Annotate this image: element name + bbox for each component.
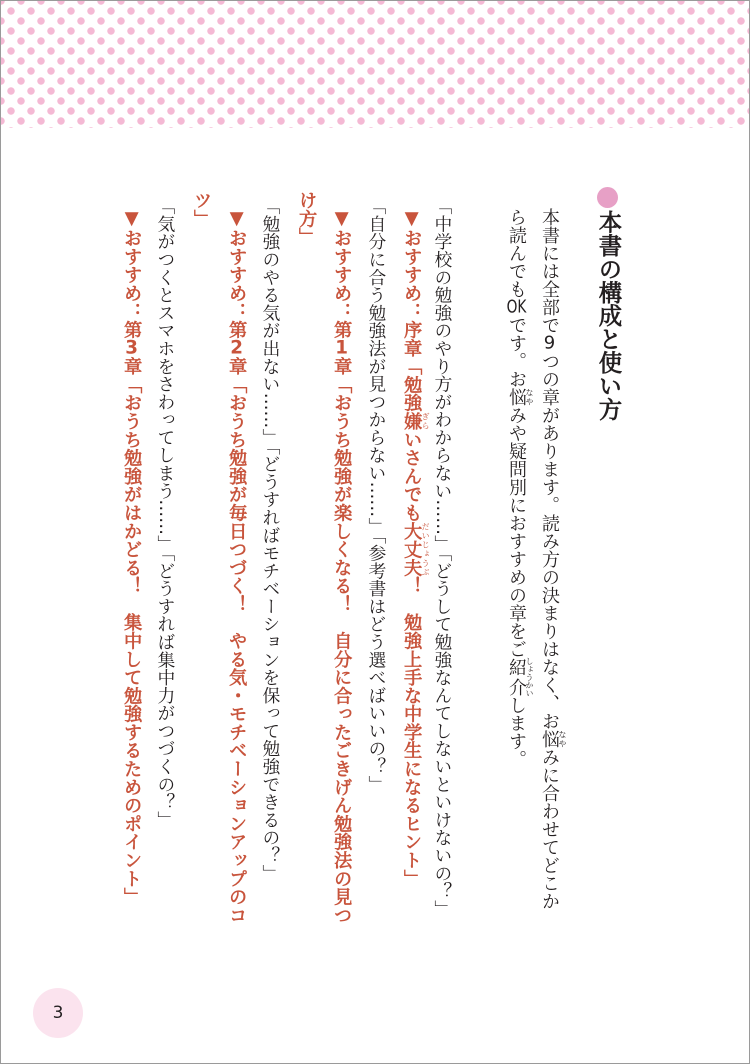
text-run: ▼おすすめ：第2章「おうち勉強が毎日つづく！ やる気・モチベーションアップのコ: [226, 208, 248, 925]
ruby-text: だいじょうぶ: [421, 521, 431, 577]
upright-run: 1: [335, 338, 348, 358]
text-run: みや疑問別におすすめの章をご: [506, 406, 527, 658]
intro-line: [507, 208, 534, 768]
ruby-text: しょうかい: [525, 657, 534, 697]
page-number-label: 3: [52, 1002, 64, 1023]
text-run: みに合わせてどこか: [539, 748, 560, 910]
text-run: します。: [506, 696, 527, 768]
recommendation-line: [121, 208, 143, 906]
text-run: ツ」: [191, 191, 213, 228]
ruby-annotated-text: [401, 411, 431, 431]
question-line: [261, 197, 279, 882]
recommendation-line: [402, 208, 430, 887]
recommendation-line: [226, 208, 248, 925]
ruby-base: 紹介: [506, 657, 527, 697]
page-number: [33, 988, 83, 1038]
text-run: ▼おすすめ：第1章「おうち勉強が楽しくなる！ 自分に合ったごきげん勉強法の見つ: [331, 208, 353, 925]
upright-run: 9: [543, 334, 556, 352]
question-line: [367, 197, 385, 793]
text-run: 「自分に合う勉強法が見つからない……」「参考書はどう選べばいいの？」: [365, 197, 387, 793]
ruby-annotated-text: [506, 388, 534, 406]
intro-line: [540, 208, 567, 910]
upright-run: OK: [506, 298, 527, 316]
text-run: ！ 勉強上手な中学生になるヒント」: [401, 576, 423, 888]
text-run: ら読んでもOKです。お: [506, 208, 527, 388]
text-run: ▼おすすめ：第3章「おうち勉強がはかどる！ 集中して勉強するためのポイント」: [121, 208, 143, 906]
question-line: [433, 197, 451, 917]
ruby-base: 悩: [506, 388, 527, 406]
ruby-text: なや: [525, 388, 534, 406]
upright-run: 3: [125, 338, 138, 358]
dot-pattern-band: [1, 1, 749, 128]
ruby-base: 大丈夫: [401, 521, 423, 577]
ruby-annotated-text: [506, 657, 534, 697]
recommendation-line: [331, 208, 353, 925]
recommendation-line: [191, 191, 213, 228]
heading-bullet-icon: [597, 187, 618, 208]
text-run: 本書には全部で9つの章があります。読み方の決まりはなく、お: [539, 208, 560, 730]
text-run: 「中学校の勉強のやり方がわからない……」「どうして勉強なんてしないといけないの？」: [431, 197, 453, 918]
text-run: いさんでも: [401, 430, 423, 522]
question-line: [156, 197, 174, 829]
text-run: 「気がつくとスマホをさわってしまう……」「どうすれば集中力がつづくの？」: [154, 197, 176, 829]
ruby-annotated-text: [401, 521, 431, 577]
ruby-base: 悩: [539, 730, 560, 748]
recommendation-line: [296, 191, 318, 246]
ruby-text: なや: [558, 730, 567, 748]
upright-run: 2: [230, 338, 243, 358]
ruby-text: ぎら: [421, 411, 431, 431]
text-run: け方」: [296, 191, 318, 246]
page-title: 本書の構成と使い方: [594, 210, 623, 421]
ruby-annotated-text: [539, 730, 567, 748]
text-run: 「勉強のやる気が出ない……」「どうすればモチベーションを保って勉強できるの？」: [259, 197, 281, 882]
ruby-base: 嫌: [401, 411, 423, 431]
text-run: ▼おすすめ：序章「勉強: [401, 208, 423, 412]
